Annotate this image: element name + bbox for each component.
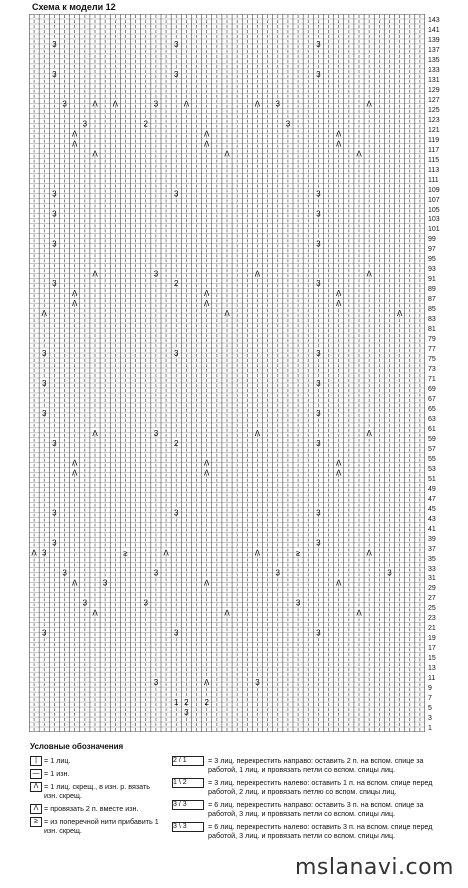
row-number: 63 (428, 415, 436, 423)
row-number: 3 (428, 715, 432, 722)
legend-item (172, 822, 440, 840)
chart-mark: ≥ (295, 548, 301, 558)
chart-mark: Λ (41, 309, 47, 319)
chart-mark: Λ (163, 548, 169, 558)
row-number: 57 (428, 445, 436, 453)
chart-mark: Λ (92, 428, 98, 438)
chart-mark: 2 (184, 698, 189, 708)
row-number: 11 (428, 675, 436, 683)
chart-mark: Λ (92, 149, 98, 159)
row-number: 53 (428, 465, 436, 473)
chart-mark: 2 (204, 698, 209, 708)
row-number: 61 (428, 425, 436, 433)
row-number: 29 (428, 585, 436, 593)
row-number: 115 (428, 156, 440, 164)
legend-left-column (30, 756, 162, 839)
row-number: 125 (428, 106, 440, 114)
row-number: 97 (428, 246, 436, 254)
row-number: 25 (428, 605, 436, 613)
legend-symbol: 2 / 1 (172, 756, 204, 766)
chart-mark: Λ (254, 548, 261, 558)
chart-mark: 3 (174, 189, 179, 199)
chart-mark: Λ (72, 468, 78, 478)
chart-mark: 3 (255, 678, 260, 688)
legend-text: = 6 лиц. перекрестить налево: оставить 3 п. на вспом. спице перед работой, 3 лиц. и провязать петли со вспом. спицы лиц. (208, 822, 433, 840)
row-number: 73 (428, 366, 436, 373)
legend-symbol: Λ (30, 782, 42, 792)
watermark: mslanavi.com (294, 855, 454, 880)
row-number: 65 (428, 405, 436, 413)
chart-mark: 3 (52, 209, 57, 219)
chart-mark: 3 (153, 428, 159, 438)
chart-mark: 3 (153, 99, 159, 109)
chart-mark: Λ (204, 129, 210, 139)
legend-item (172, 756, 440, 774)
legend-right-column (172, 756, 440, 844)
chart-mark: Λ (224, 149, 230, 159)
chart-mark: Λ (92, 99, 98, 109)
chart-mark: 3 (42, 378, 47, 388)
chart-mark: Λ (356, 149, 362, 159)
chart-mark: 3 (316, 628, 321, 638)
legend-symbol: ≥ (30, 817, 42, 827)
chart-mark: 3 (316, 349, 321, 359)
row-number: 1 (428, 725, 432, 732)
row-number: 117 (428, 146, 440, 154)
row-number: 133 (428, 66, 440, 74)
chart-mark: Λ (356, 608, 362, 618)
chart-mark: 3 (316, 538, 321, 548)
legend-symbol: | (30, 756, 42, 766)
chart-mark: 1 (174, 698, 179, 708)
chart-mark: 3 (174, 69, 179, 79)
row-number: 103 (428, 216, 440, 224)
row-number: 107 (428, 196, 440, 204)
chart-mark: 3 (42, 548, 47, 558)
chart-mark: 3 (52, 538, 57, 548)
chart-mark: 3 (82, 598, 88, 608)
chart-mark: 2 (143, 119, 148, 129)
chart-mark: 3 (275, 568, 280, 578)
chart-mark: Λ (204, 289, 210, 299)
row-number: 13 (428, 665, 436, 673)
legend (30, 742, 460, 840)
chart-mark: 2 (174, 279, 179, 289)
row-number: 27 (428, 595, 436, 603)
legend-item (30, 817, 162, 835)
chart-mark: Λ (336, 468, 342, 478)
legend-item (172, 778, 440, 796)
row-number: 81 (428, 326, 436, 334)
chart-mark: 3 (174, 508, 179, 518)
legend-text: = 1 изн. (44, 769, 70, 778)
row-number: 119 (428, 136, 440, 144)
chart-mark: 3 (52, 279, 57, 289)
legend-text: = 3 лиц. перекрестить направо: оставить 2 п. на вспом. спице за работой, 1 лиц. и провязать петли со вспом. спицы лиц. (208, 756, 424, 774)
chart-mark: 3 (174, 39, 179, 49)
chart-mark: 3 (387, 568, 392, 578)
row-number: 83 (428, 316, 436, 324)
row-number: 17 (428, 645, 436, 653)
chart-mark: 3 (143, 598, 148, 608)
row-number: 127 (428, 96, 440, 104)
row-number: 101 (428, 226, 440, 234)
row-number: 39 (428, 535, 436, 543)
row-number: 9 (428, 685, 432, 693)
row-number: 89 (428, 286, 436, 294)
row-number: 15 (428, 655, 436, 663)
chart-mark: Λ (336, 289, 342, 299)
row-number: 37 (428, 545, 436, 553)
chart-mark: Λ (366, 99, 372, 109)
row-number: 85 (428, 306, 436, 314)
chart-mark: Λ (336, 299, 342, 309)
chart-mark: 3 (316, 508, 321, 518)
chart-mark: 3 (102, 578, 108, 588)
legend-item (30, 769, 162, 778)
chart-mark: Λ (31, 548, 37, 558)
chart-mark: Λ (254, 99, 261, 109)
chart-mark: 3 (153, 678, 159, 688)
row-number: 5 (428, 705, 432, 713)
chart-mark: Λ (72, 578, 78, 588)
row-number: 51 (428, 475, 436, 483)
row-number: 55 (428, 455, 436, 463)
row-number: 35 (428, 555, 436, 563)
chart-mark: Λ (204, 299, 210, 309)
legend-symbol: 3 / 3 (172, 800, 204, 810)
chart-mark: Λ (396, 309, 403, 319)
chart-mark: 3 (316, 69, 321, 79)
legend-item (30, 804, 162, 813)
chart-mark: 3 (52, 39, 57, 49)
chart-mark: 3 (285, 119, 291, 129)
row-number: 129 (428, 86, 440, 94)
chart-mark: 3 (62, 99, 67, 109)
row-number: 105 (428, 206, 440, 214)
chart-mark: 3 (52, 438, 57, 448)
chart-mark: Λ (254, 428, 261, 438)
chart-mark: Λ (112, 99, 118, 109)
chart-mark: ≥ (123, 548, 128, 558)
row-number: 79 (428, 336, 436, 344)
chart-mark: 3 (52, 189, 57, 199)
row-number: 7 (428, 695, 432, 703)
legend-text: = из поперечной нити прибавить 1 изн. скрещ. (44, 817, 159, 835)
legend-symbol: Λ (30, 804, 42, 814)
chart-mark: Λ (72, 139, 78, 149)
row-number: 109 (428, 186, 440, 194)
chart-mark: 3 (82, 119, 88, 129)
chart-mark: 2 (174, 438, 179, 448)
legend-text: = 3 лиц. перекрестить налево: оставить 1 п. на вспом. спице перед работой, 2 лиц. и провязать петлю со вспом. спицы лиц. (208, 778, 433, 796)
chart-mark: 3 (42, 408, 47, 418)
chart-mark: 3 (316, 408, 321, 418)
chart-mark: Λ (224, 309, 230, 319)
row-number: 31 (428, 575, 436, 583)
chart-mark: Λ (336, 578, 342, 588)
row-number: 99 (428, 236, 436, 244)
chart-mark: Λ (92, 269, 98, 279)
chart-title: Схема к модели 12 (32, 2, 116, 12)
row-number: 77 (428, 346, 436, 354)
legend-text: = 6 лиц. перекрестить направо: оставить 3 п. на вспом. спице за работой, 3 лиц. и провязать петли со вспом. спицы лиц. (208, 800, 424, 818)
chart-mark: Λ (72, 129, 78, 139)
row-number: 43 (428, 515, 436, 523)
legend-symbol: 1 \ 2 (172, 778, 204, 788)
chart-mark: Λ (336, 129, 342, 139)
row-number: 93 (428, 266, 436, 274)
chart-mark: Λ (366, 428, 372, 438)
chart-mark: 3 (174, 628, 179, 638)
row-number: 143 (428, 17, 440, 24)
chart-mark: Λ (204, 139, 210, 149)
row-number: 59 (428, 435, 436, 443)
chart-mark: 3 (316, 378, 321, 388)
row-number: 139 (428, 36, 440, 44)
chart-mark: Λ (204, 468, 210, 478)
row-number: 91 (428, 276, 436, 284)
chart-mark: 3 (184, 708, 189, 718)
row-number: 113 (428, 166, 440, 174)
chart-mark: Λ (366, 548, 372, 558)
chart-mark: 3 (316, 209, 321, 219)
row-number: 47 (428, 495, 436, 503)
chart-mark: Λ (204, 578, 210, 588)
chart-mark: Λ (72, 299, 78, 309)
chart-mark: 3 (52, 69, 57, 79)
legend-text: = 1 лиц. скрещ., в изн. р. вязать изн. скрещ. (44, 782, 151, 800)
row-number: 45 (428, 505, 436, 513)
row-number: 87 (428, 296, 436, 304)
chart-mark: 3 (174, 349, 179, 359)
chart-mark: 3 (295, 598, 301, 608)
chart-mark: 3 (316, 438, 321, 448)
row-number: 19 (428, 635, 436, 643)
legend-item (172, 800, 440, 818)
chart-mark: Λ (336, 139, 342, 149)
chart-mark: Λ (72, 289, 78, 299)
row-number: 23 (428, 615, 436, 623)
chart-mark: 3 (153, 568, 159, 578)
chart-mark: 3 (42, 628, 47, 638)
legend-text: = 1 лиц. (44, 756, 71, 765)
chart-mark: 3 (316, 189, 321, 199)
row-number: 41 (428, 525, 436, 533)
chart-mark: 3 (153, 269, 159, 279)
row-number: 121 (428, 126, 440, 134)
row-number: 49 (428, 485, 436, 493)
legend-text: = провязать 2 п. вместе изн. (44, 804, 139, 813)
row-number: 123 (428, 116, 440, 124)
row-number: 137 (428, 46, 440, 54)
row-number: 21 (428, 625, 436, 633)
chart-mark: Λ (366, 269, 372, 279)
chart-mark: Λ (72, 458, 78, 468)
row-number: 111 (428, 176, 439, 184)
row-number: 67 (428, 395, 436, 403)
chart-mark: 3 (52, 239, 57, 249)
row-number: 135 (428, 56, 440, 64)
row-number: 95 (428, 256, 436, 264)
chart-mark: 3 (275, 99, 280, 109)
chart-mark: Λ (224, 608, 230, 618)
chart-mark: 3 (52, 508, 57, 518)
legend-item (30, 782, 162, 800)
chart-mark: Λ (336, 458, 342, 468)
chart-mark: Λ (204, 458, 210, 468)
chart-mark: 3 (42, 349, 47, 359)
row-number: 75 (428, 356, 436, 363)
row-number: 33 (428, 565, 436, 573)
chart-mark: 3 (316, 39, 321, 49)
row-number: 71 (428, 376, 436, 383)
chart-mark: 3 (316, 279, 321, 289)
chart-mark: 3 (62, 568, 67, 578)
knitting-chart (29, 14, 425, 732)
chart-mark: 3 (316, 239, 321, 249)
chart-mark: Λ (204, 678, 210, 688)
legend-symbol: 3 \ 3 (172, 822, 204, 832)
row-number: 141 (428, 27, 440, 34)
legend-heading: Условные обозначения (30, 742, 124, 751)
chart-mark: Λ (92, 608, 98, 618)
chart-mark: Λ (183, 99, 190, 109)
legend-symbol: — (30, 769, 42, 779)
row-number: 131 (428, 76, 440, 84)
row-number: 69 (428, 386, 436, 393)
legend-item (30, 756, 162, 765)
chart-mark: Λ (254, 269, 261, 279)
